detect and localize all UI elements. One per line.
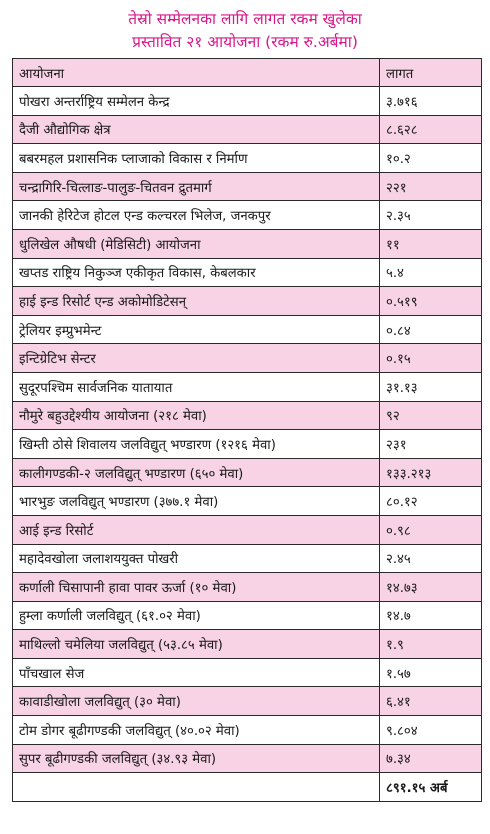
project-name-cell: जानकी हेरिटेज होटल एन्ड कल्चरल भिलेज, जनकपुर	[13, 201, 380, 230]
project-cost-cell: २.३५	[380, 201, 482, 230]
project-cost-cell: ८.६२८	[380, 115, 482, 144]
table-row	[13, 744, 482, 773]
project-name-cell: हाई इन्ड रिसोर्ट एन्ड अकोमोडिटेसन्	[13, 287, 380, 316]
project-cost-cell: ०.९८	[380, 515, 482, 544]
table-row	[13, 344, 482, 373]
table-row	[13, 573, 482, 602]
table-row	[13, 229, 482, 258]
project-name-cell: इन्टिग्रेटिभ सेन्टर	[13, 344, 380, 373]
project-name-cell: खिम्ती ठोसे शिवालय जलविद्युत् भण्डारण (१२१६ मेवा)	[13, 430, 380, 459]
project-cost-cell: ६.४१	[380, 687, 482, 716]
table-row	[13, 372, 482, 401]
table-body	[13, 87, 482, 802]
table-row	[13, 630, 482, 659]
table-row	[13, 601, 482, 630]
table-row	[13, 115, 482, 144]
project-cost-cell: ७.३४	[380, 744, 482, 773]
project-name-cell: सुदूरपश्चिम सार्वजनिक यातायात	[13, 372, 380, 401]
project-name-cell: टोम डोगर बूढीगण्डकी जलविद्युत् (४०.०२ मेवा)	[13, 716, 380, 745]
table-row	[13, 401, 482, 430]
table-row	[13, 430, 482, 459]
project-cost-cell: ५.४	[380, 258, 482, 287]
project-cost-cell: १४.७	[380, 601, 482, 630]
project-name-cell: माथिल्लो चमेलिया जलविद्युत् (५३.८५ मेवा)	[13, 630, 380, 659]
project-cost-cell: ३.७१६	[380, 87, 482, 116]
table-row	[13, 315, 482, 344]
table-row	[13, 658, 482, 687]
project-cost-cell: ०.८४	[380, 315, 482, 344]
project-name-cell: पोखरा अन्तर्राष्ट्रिय सम्मेलन केन्द्र	[13, 87, 380, 116]
project-name-cell: ट्रेलियर इम्प्रुभमेन्ट	[13, 315, 380, 344]
project-name-cell: नौमुरे बहुउद्देश्यीय आयोजना (२१८ मेवा)	[13, 401, 380, 430]
project-cost-cell: १.९	[380, 630, 482, 659]
table-row	[13, 87, 482, 116]
table-row	[13, 201, 482, 230]
project-cost-cell: १०.२	[380, 144, 482, 173]
project-name-cell: भारभुङ जलविद्युत् भण्डारण (३७७.१ मेवा)	[13, 487, 380, 516]
total-label-cell	[13, 773, 380, 802]
project-name-cell: आई इन्ड रिसोर्ट	[13, 515, 380, 544]
header-project: आयोजना	[13, 59, 380, 87]
project-cost-cell: २३१	[380, 430, 482, 459]
project-name-cell: चन्द्रागिरि-चित्लाङ-पालुङ-चितवन द्रुतमार्ग	[13, 172, 380, 201]
table-header-row	[13, 59, 482, 87]
table-row	[13, 716, 482, 745]
project-cost-cell: १.५७	[380, 658, 482, 687]
table-row	[13, 287, 482, 316]
header-cost: लागत	[380, 59, 482, 87]
project-name-cell: पाँचखाल सेज	[13, 658, 380, 687]
title-line-2: प्रस्तावित २१ आयोजना (रकम रु.अर्बमा)	[132, 33, 358, 51]
project-cost-cell: २२१	[380, 172, 482, 201]
table-row	[13, 258, 482, 287]
total-row	[13, 773, 482, 802]
title-line-1: तेस्रो सम्मेलनका लागि लागत रकम खुलेका	[128, 10, 362, 28]
project-cost-cell: १४.७३	[380, 573, 482, 602]
project-cost-cell: ०.१५	[380, 344, 482, 373]
project-name-cell: महादेवखोला जलाशययुक्त पोखरी	[13, 544, 380, 573]
table-row	[13, 515, 482, 544]
total-cost-cell: ८९१.१५ अर्ब	[380, 773, 482, 802]
project-cost-cell: ३१.१३	[380, 372, 482, 401]
project-cost-cell: ८०.१२	[380, 487, 482, 516]
project-name-cell: हुम्ला कर्णाली जलविद्युत् (६१.०२ मेवा)	[13, 601, 380, 630]
project-cost-cell: १३३.२१३	[380, 458, 482, 487]
table-row	[13, 487, 482, 516]
project-cost-cell: ९२	[380, 401, 482, 430]
page-title	[0, 8, 490, 54]
project-name-cell: खप्तड राष्ट्रिय निकुञ्ज एकीकृत विकास, केबलकार	[13, 258, 380, 287]
project-name-cell: धुलिखेल औषधी (मेडिसिटी) आयोजना	[13, 229, 380, 258]
table-row	[13, 144, 482, 173]
table-row	[13, 458, 482, 487]
project-name-cell: सुपर बूढीगण्डकी जलविद्युत् (३४.९३ मेवा)	[13, 744, 380, 773]
project-name-cell: कर्णाली चिसापानी हावा पावर ऊर्जा (१० मेवा)	[13, 573, 380, 602]
project-name-cell: दैजी औद्योगिक क्षेत्र	[13, 115, 380, 144]
projects-table	[12, 58, 482, 802]
project-name-cell: बबरमहल प्रशासनिक प्लाजाको विकास र निर्माण	[13, 144, 380, 173]
project-cost-cell: २.४५	[380, 544, 482, 573]
project-cost-cell: ११	[380, 229, 482, 258]
table-row	[13, 544, 482, 573]
table-row	[13, 172, 482, 201]
project-cost-cell: ०.५१९	[380, 287, 482, 316]
table-row	[13, 687, 482, 716]
project-name-cell: कालीगण्डकी-२ जलविद्युत् भण्डारण (६५० मेवा)	[13, 458, 380, 487]
project-name-cell: कावाडीखोला जलविद्युत् (३० मेवा)	[13, 687, 380, 716]
project-cost-cell: ९.८०४	[380, 716, 482, 745]
